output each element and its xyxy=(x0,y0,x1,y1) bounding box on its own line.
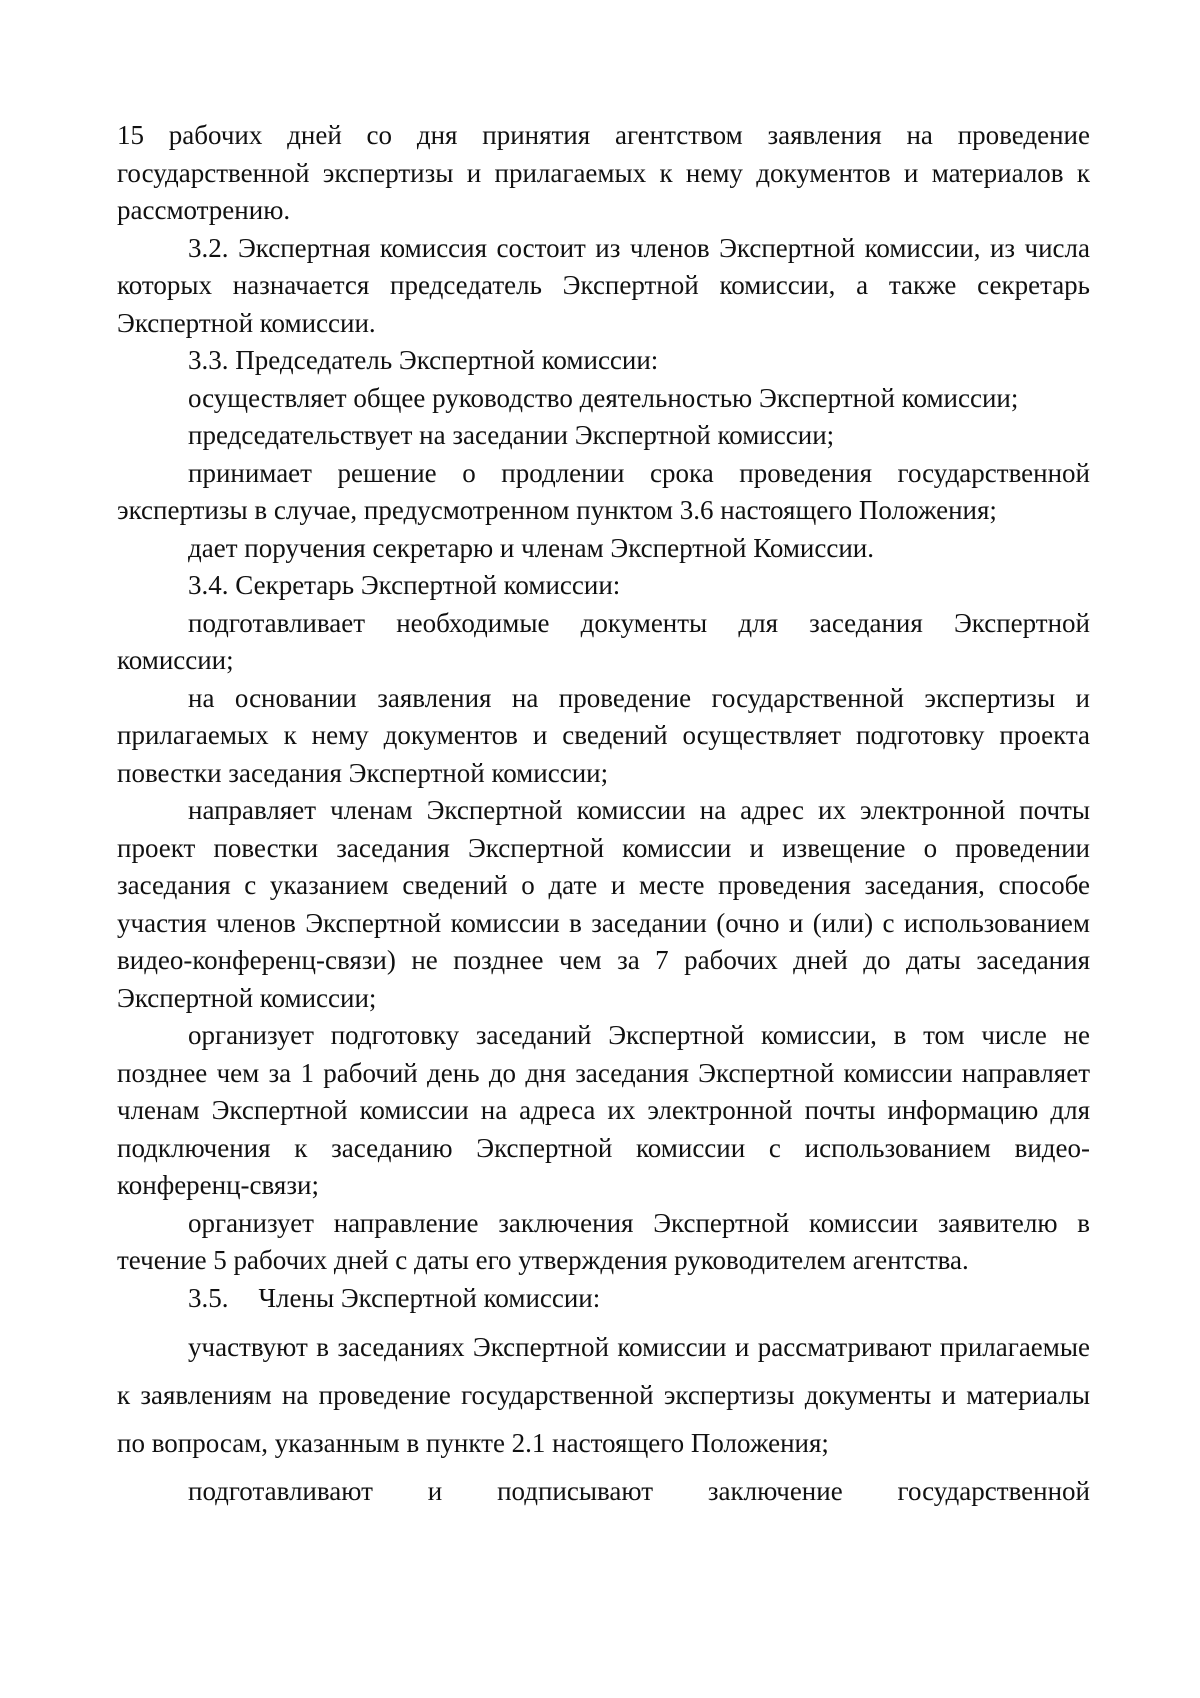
paragraph-secretary-duty-4: организует подготовку заседаний Экспертной комиссии, в том числе не позднее чем за 1 рабочий день до дня заседания Экспертной комиссии направляет членам Экспертной комиссии на адреса их электронной почты информацию для подключения к заседанию Экспертной комиссии с использованием видео-конференц-связи; xyxy=(117,1020,1090,1200)
paragraph-chair-duty-3: принимает решение о продлении срока проведения государственной экспертизы в случае, предусмотренном пунктом 3.6 настоящего Положения; xyxy=(117,457,1090,525)
paragraph-chair-duty-1: осуществляет общее руководство деятельностью Экспертной комиссии; xyxy=(188,382,1019,413)
paragraph-secretary-duty-3: направляет членам Экспертной комиссии на адрес их электронной почты проект повестки заседания Экспертной комиссии и извещение о проведении заседания с указанием сведений о дате и месте проведения заседания, способе участия членов Экспертной комиссии в заседании (очно и (или) с использованием видео-конференц-связи) не позднее чем за 7 рабочих дней до даты заседания Экспертной комиссии; xyxy=(117,795,1090,1013)
paragraph-member-duty-2: подготавливают и подписывают заключение государственной xyxy=(188,1476,1090,1506)
paragraph-3-2: 3.2. Экспертная комиссия состоит из членов Экспертной комиссии, из числа которых назначается председатель Экспертной комиссии, а также секретарь Экспертной комиссии. xyxy=(117,232,1090,338)
paragraph-secretary-duty-1: подготавливает необходимые документы для заседания Экспертной комиссии; xyxy=(117,607,1090,675)
paragraph-3-3-heading: 3.3. Председатель Экспертной комиссии: xyxy=(188,345,659,375)
document-page xyxy=(117,117,1090,1515)
paragraph-secretary-duty-5: организует направление заключения Экспертной комиссии заявителю в течение 5 рабочих дней с даты его утверждения руководителем агентства. xyxy=(117,1207,1090,1275)
paragraph-3-5-heading xyxy=(117,1280,1090,1318)
paragraph-3-4-heading: 3.4. Секретарь Экспертной комиссии: xyxy=(188,570,621,600)
paragraph-secretary-duty-2: на основании заявления на проведение государственной экспертизы и прилагаемых к нему документов и сведений осуществляет подготовку проекта повестки заседания Экспертной комиссии; xyxy=(117,682,1090,788)
item-number: 3.5. xyxy=(188,1282,229,1313)
item-title: Члены Экспертной комиссии: xyxy=(258,1282,601,1313)
paragraph-member-duty-1: участвуют в заседаниях Экспертной комиссии и рассматривают прилагаемые к заявлениям на проведение государственной экспертизы документы и материалы по вопросам, указанным в пункте 2.1 настоящего Положения; xyxy=(117,1332,1090,1458)
paragraph-chair-duty-2: председательствует на заседании Экспертной комиссии; xyxy=(188,420,835,450)
paragraph-chair-duty-4: дает поручения секретарю и членам Экспертной Комиссии. xyxy=(188,532,874,563)
paragraph-continuation: 15 рабочих дней со дня принятия агентством заявления на проведение государственной экспертизы и прилагаемых к нему документов и материалов к рассмотрению. xyxy=(117,120,1090,225)
